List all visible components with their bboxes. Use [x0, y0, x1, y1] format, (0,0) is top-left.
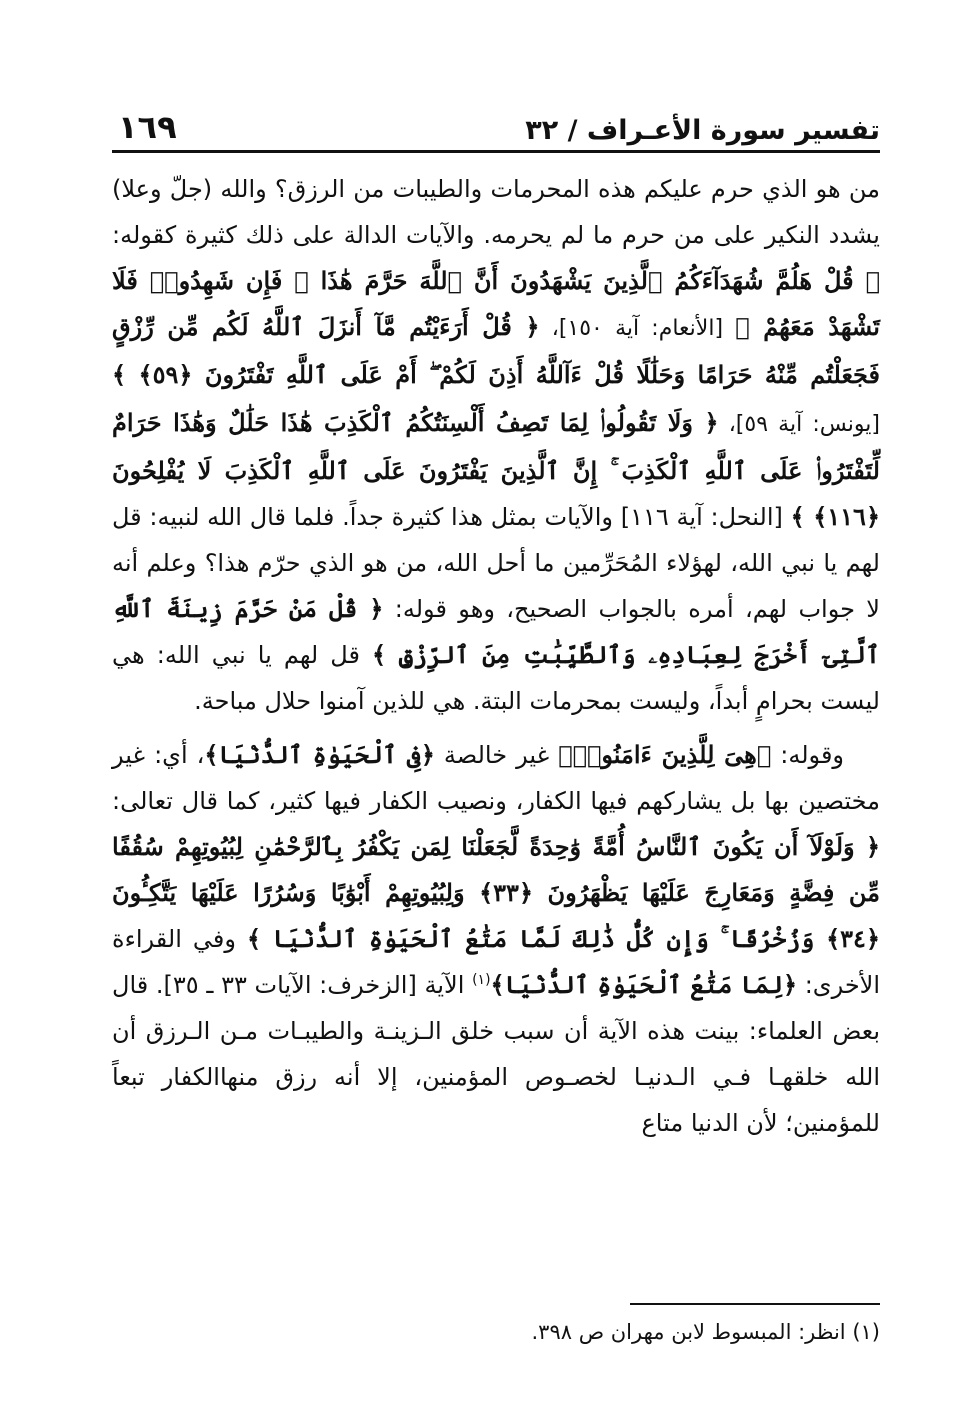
text-segment: وقوله:	[771, 741, 845, 769]
quran-verse: ﴿ قُلْ أَرَءَيْتُم مَّآ أَنزَلَ ٱللَّهُ لَكُم مِّن رِّزْقٍ فَجَعَلْتُم مِّنْهُ حَرَامًا وَحَلَٰلًا قُلْ ءَآللَّهُ أَذِنَ لَكُمْ ۖ أَمْ عَلَى ٱللَّهِ تَفْتَرُونَ ﴿٥٩﴾ ﴾	[112, 312, 881, 389]
page-header	[118, 86, 880, 146]
verse-reference: [الأنعام: آية ١٥٠]،	[539, 316, 736, 341]
footnote: (١) انظر: المبسوط لابن مهران ص ٣٩٨.	[531, 1320, 880, 1344]
text-segment: [النحل: آية ١١٦] والآيات بمثل هذا كثيرة جداً. فلما قال الله لنبيه: قل لهم يا نبي الله، لهؤلاء المُحَرِّمين ما أحل الله، من هو الذي حرّم هذا؟ وعلم أنه لا جواب لهم، أمره بالجواب الصحيح، وهو قوله:	[112, 503, 880, 623]
text-segment: غير خالصة	[434, 741, 559, 769]
quran-verse: ﴿فِى ٱلْحَيَوٰةِ ٱلدُّنْيَا﴾	[204, 740, 435, 769]
text-segment: ، أي: غير مختصين بها بل يشاركهم فيها الكفار، ونصيب الكفار فيها كثير، كما قال تعالى:	[112, 741, 880, 815]
running-title: تفسير سورة الأعـراف / ٣٢	[525, 115, 880, 146]
text-segment: من هو الذي حرم عليكم هذه المحرمات والطيبات من الرزق؟ والله (جلّ وعلا) يشدد النكير على من حرم ما لم يحرمه. والآيات الدالة على ذلك كثيرة كقوله:	[112, 175, 880, 249]
main-text	[112, 166, 880, 1146]
quran-verse: ﴿ قُلْ مَنْ حَرَّمَ زِينَةَ ٱللَّهِ ٱلَّتِىٓ أَخْرَجَ لِعِبَادِهِۦ وَٱلطَّيِّبَٰتِ مِنَ ٱلرِّزْقِ ﴾	[112, 594, 880, 669]
footnote-marker: (١)	[472, 972, 491, 988]
text-segment: وفي القراءة الأخرى:	[112, 925, 881, 999]
quran-verse: ﴿هِىَ لِلَّذِينَ ءَامَنُوا۟﴾	[558, 740, 772, 769]
verse-reference: [يونس: آية ٥٩]،	[718, 412, 880, 437]
text-segment: قل لهم يا نبي الله: هي ليست بحرامٍ أبداً، وليست بمحرمات البتة. هي للذين آمنوا حلال مباحة.	[112, 641, 880, 715]
paragraph-2	[112, 732, 880, 1146]
text-segment: الآية [الزخرف: الآيات ٣٣ ـ ٣٥]. قال بعض العلماء: بينت هذه الآية أن سبب خلق الـزينـة والطيبـات مـن الـرزق أن الله خلقهـا فـي الـدنيـا لخصـوص المؤمنين، إلا أنه رزق منهاالكفار تبعاً للمؤمنين؛ لأن الدنيا متاع	[112, 971, 880, 1137]
quran-verse: ﴿ وَلَا تَقُولُوا۟ لِمَا تَصِفُ أَلْسِنَتُكُمُ ٱلْكَذِبَ هَٰذَا حَلَٰلٌ وَهَٰذَا حَرَامٌ لِّتَفْتَرُوا۟ عَلَى ٱللَّهِ ٱلْكَذِبَ ۚ إِنَّ ٱلَّذِينَ يَفْتَرُونَ عَلَى ٱللَّهِ ٱلْكَذِبَ لَا يُفْلِحُونَ ﴿١١٦﴾ ﴾	[112, 408, 880, 531]
page-number: ١٦٩	[118, 108, 177, 146]
footnote-divider	[630, 1303, 880, 1305]
quran-verse: ﴿ وَلَوْلَآ أَن يَكُونَ ٱلنَّاسُ أُمَّةً وَٰحِدَةً لَّجَعَلْنَا لِمَن يَكْفُرُ بِٱلرَّحْمَٰنِ لِبُيُوتِهِمْ سُقُفًا مِّن فِضَّةٍ وَمَعَارِجَ عَلَيْهَا يَظْهَرُونَ ﴿٣٣﴾ وَلِبُيُوتِهِمْ أَبْوَٰبًا وَسُرُرًا عَلَيْهَا يَتَّكِـُٔونَ ﴿٣٤﴾ وَزُخْرُفًا ۚ وَإِن كُلُّ ذَٰلِكَ لَمَّا مَتَٰعُ ٱلْحَيَوٰةِ ٱلدُّنْيَا ﴾	[112, 832, 880, 953]
quran-verse: ﴿ قُلْ هَلُمَّ شُهَدَآءَكُمُ ٱلَّذِينَ يَشْهَدُونَ أَنَّ ٱللَّهَ حَرَّمَ هَٰذَا ۖ فَإِن شَهِدُوا۟ فَلَا تَشْهَدْ مَعَهُمْ ﴾	[112, 266, 880, 341]
paragraph-1	[112, 166, 880, 724]
quran-verse: ﴿لِمَا مَتَٰعُ ٱلْحَيَوٰةِ ٱلدُّنْيَا﴾	[490, 970, 798, 999]
header-divider	[112, 150, 880, 153]
